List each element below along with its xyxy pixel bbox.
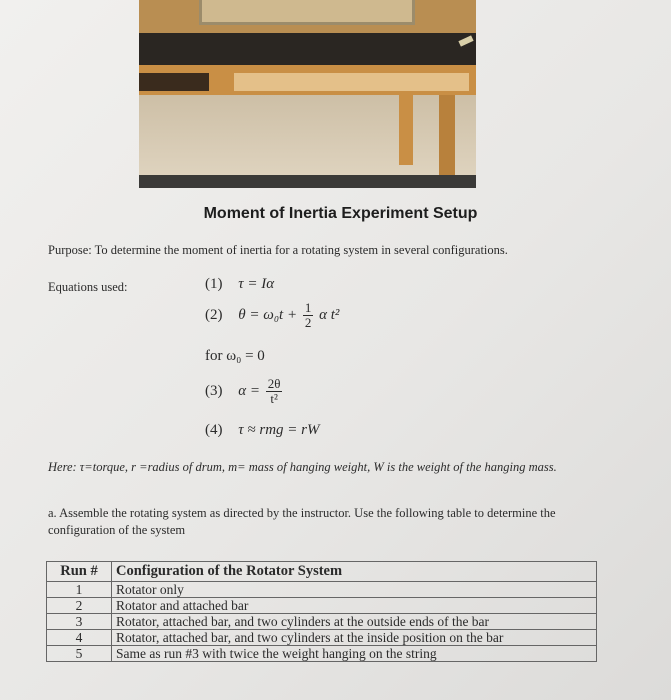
run-cell: 3 bbox=[47, 614, 112, 630]
configuration-table bbox=[46, 561, 597, 662]
fraction-denominator: t² bbox=[270, 391, 278, 406]
equation-number: (2) bbox=[205, 306, 223, 323]
config-cell: Rotator only bbox=[112, 582, 597, 598]
run-cell: 5 bbox=[47, 646, 112, 662]
purpose-text: Purpose: To determine the moment of inertia for a rotating system in several configurations. bbox=[48, 243, 508, 257]
photo-drawer bbox=[139, 73, 209, 91]
config-cell: Rotator and attached bar bbox=[112, 598, 597, 614]
fraction-numerator: 2θ bbox=[267, 376, 281, 391]
equation-fraction bbox=[303, 301, 314, 330]
equation-lhs: θ = ω₀t + bbox=[238, 306, 298, 323]
photo-drawer-front bbox=[234, 73, 469, 91]
equation-rhs: α t² bbox=[319, 306, 340, 323]
config-cell: Rotator, attached bar, and two cylinders at the outside ends of the bar bbox=[112, 614, 597, 630]
equation-2 bbox=[205, 301, 339, 330]
fraction-denominator: 2 bbox=[304, 315, 312, 330]
equation-fraction bbox=[266, 377, 283, 406]
table-row bbox=[47, 646, 597, 662]
variable-definitions: Here: τ=torque, r =radius of drum, m= mass of hanging weight, W is the weight of the hanging mass. bbox=[48, 460, 557, 474]
column-header-run: Run # bbox=[47, 562, 112, 582]
page-title: Moment of Inertia Experiment Setup bbox=[203, 205, 478, 222]
equation-text: τ = Iα bbox=[238, 276, 275, 292]
run-cell: 2 bbox=[47, 598, 112, 614]
equation-condition: for ω₀ = 0 bbox=[205, 348, 265, 364]
equations-label: Equations used: bbox=[48, 280, 128, 294]
equation-lhs: α = bbox=[238, 382, 260, 399]
equation-number: (4) bbox=[205, 422, 223, 438]
fraction-numerator: 1 bbox=[304, 300, 312, 315]
photo-tabletop bbox=[139, 33, 476, 65]
equation-text: τ ≈ rmg = rW bbox=[238, 422, 320, 438]
config-cell: Same as run #3 with twice the weight hanging on the string bbox=[112, 646, 597, 662]
table-row bbox=[47, 598, 597, 614]
table-header-row bbox=[47, 562, 597, 582]
config-cell: Rotator, attached bar, and two cylinders at the inside position on the bar bbox=[112, 630, 597, 646]
equation-1 bbox=[205, 276, 274, 293]
instruction-text: a. Assemble the rotating system as directed by the instructor. Use the following table to determine the configuration of the system bbox=[48, 506, 556, 537]
photo-baseboard bbox=[139, 175, 476, 188]
equation-4 bbox=[205, 422, 319, 439]
photo-table-leg bbox=[399, 95, 413, 165]
photo-apparatus bbox=[199, 0, 415, 25]
equation-number: (3) bbox=[205, 382, 223, 399]
table-row bbox=[47, 582, 597, 598]
lab-table-photo bbox=[139, 0, 476, 188]
run-cell: 4 bbox=[47, 630, 112, 646]
equation-number: (1) bbox=[205, 276, 223, 292]
table-row bbox=[47, 614, 597, 630]
column-header-configuration: Configuration of the Rotator System bbox=[112, 562, 597, 582]
table-row bbox=[47, 630, 597, 646]
photo-table-leg bbox=[439, 95, 455, 175]
equation-3 bbox=[205, 377, 284, 406]
run-cell: 1 bbox=[47, 582, 112, 598]
